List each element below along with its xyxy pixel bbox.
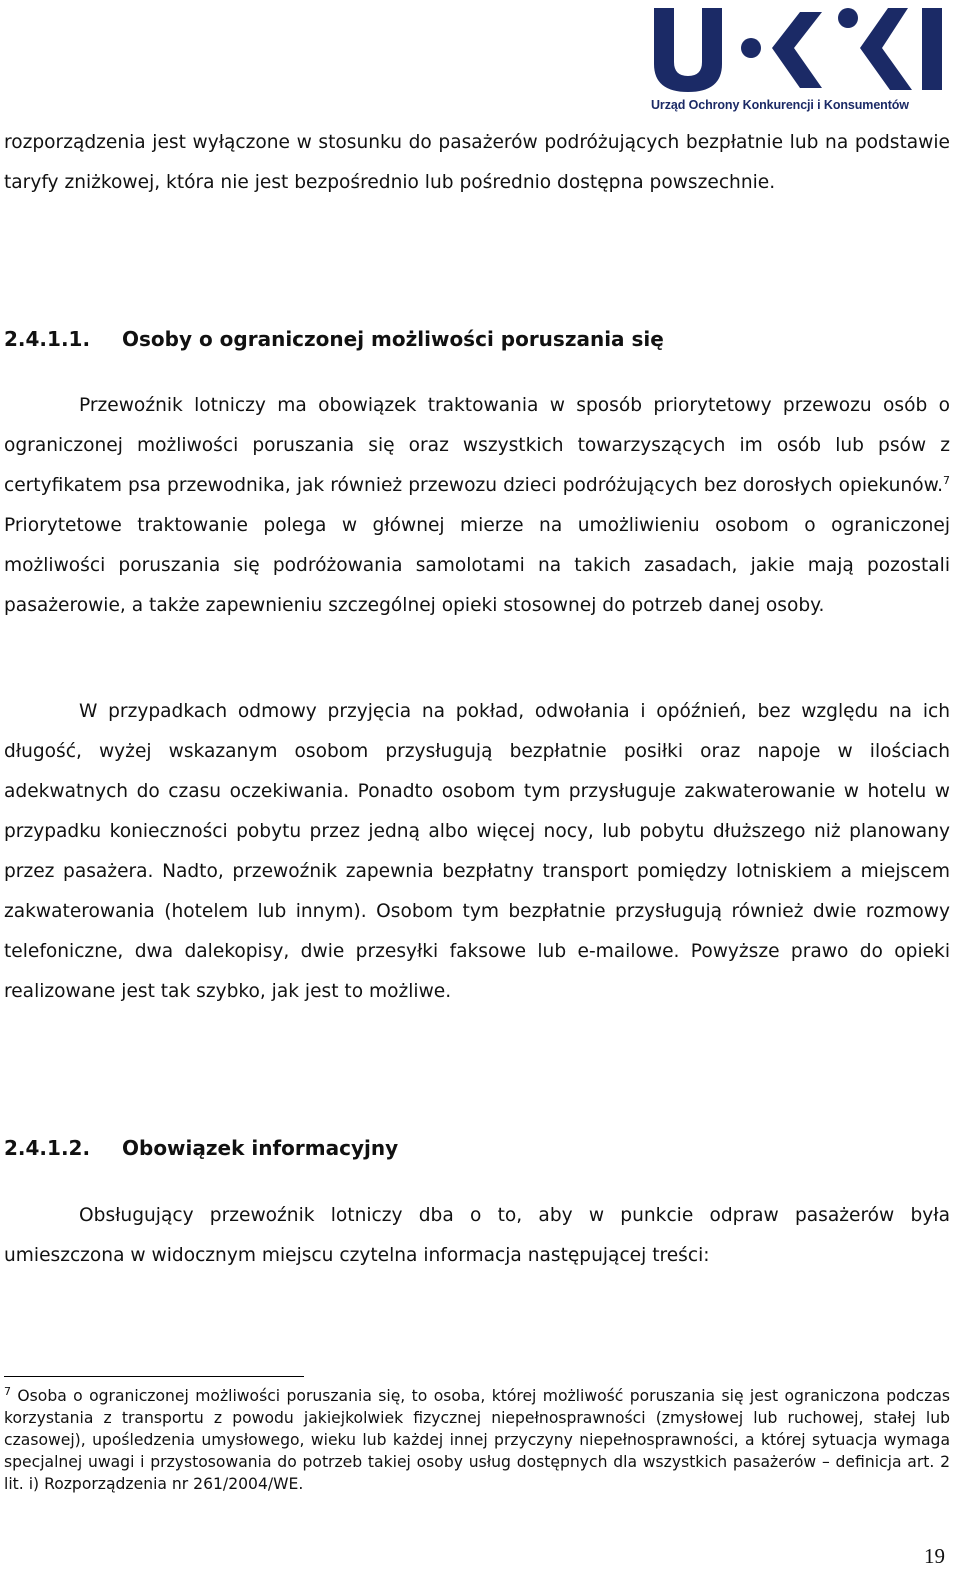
logo-dot-small <box>838 8 858 28</box>
footnote <box>4 1385 950 1495</box>
section-title: Osoby o ograniczonej możliwości poruszania się <box>122 327 664 351</box>
logo-chevron-left <box>772 12 822 88</box>
logo-caption: Urząd Ochrony Konkurencji i Konsumentów <box>651 98 909 112</box>
paragraph-text-continued: Priorytetowe traktowanie polega w głównej mierze na umożliwieniu osobom o ograniczonej możliwości poruszania się podróżowania samolotami na takich zasadach, jakie mają pozostali pasażerowie, a także zapewnieniu szczególnej opieki stosownej do potrzeb danej osoby. <box>4 515 950 616</box>
paragraph-priority-treatment <box>4 386 950 626</box>
footnote-separator <box>4 1376 304 1377</box>
section-number: 2.4.1.1. <box>4 327 91 351</box>
logo-letter-u <box>654 8 722 92</box>
section-heading-2-4-1-1 <box>4 319 950 359</box>
footnote-text: Osoba o ograniczonej możliwości poruszania się, to osoba, której możliwość poruszania się jest ograniczona podczas korzystania z transportu z powodu jakiejkolwiek fizycznej niepełnosprawności (zmysłowej lub ruchowej, stałej lub czasowej), upośledzenia umysłowego, wieku lub każdej innej przyczyny niepełnosprawności, a której sytuacja wymaga specjalnej uwagi i przystosowania do potrzeb takiej osoby usług dostępnych dla wszystkich pasażerów – definicja art. 2 lit. i) Rozporządzenia nr 261/2004/WE. <box>4 1387 950 1493</box>
logo-k-stem <box>922 8 942 90</box>
paragraph-text: Przewoźnik lotniczy ma obowiązek traktowania w sposób priorytetowy przewozu osób o ograniczonej możliwości poruszania się oraz wszystkich towarzyszących im osób lub psów z certyfikatem psa przewodnika, jak również przewozu dzieci podróżujących bez dorosłych opiekunów. <box>4 395 950 496</box>
section-heading-2-4-1-2 <box>4 1128 950 1168</box>
footnote-reference: 7 <box>943 473 950 487</box>
page-number: 19 <box>924 1544 945 1568</box>
section-number: 2.4.1.2. <box>4 1136 91 1160</box>
section-title: Obowiązek informacyjny <box>122 1136 399 1160</box>
logo-letter-k <box>860 8 912 90</box>
paragraph-continuation: rozporządzenia jest wyłączone w stosunku do pasażerów podróżujących bezpłatnie lub na podstawie taryfy zniżkowej, która nie jest bezpośrednio lub pośrednio dostępna powszechnie. <box>4 132 950 193</box>
footnote-number: 7 <box>4 1384 11 1398</box>
logo-dot <box>741 38 761 58</box>
paragraph-information-duty: Obsługujący przewoźnik lotniczy dba o to, aby w punkcie odpraw pasażerów była umieszczona w widocznym miejscu czytelna informacja następującej treści: <box>4 1205 950 1266</box>
paragraph-care-rights: W przypadkach odmowy przyjęcia na pokład, odwołania i opóźnień, bez względu na ich długość, wyżej wskazanym osobom przysługują bezpłatnie posiłki oraz napoje w ilościach adekwatnych do czasu oczekiwania. Ponadto osobom tym przysługuje zakwaterowanie w hotelu w przypadku konieczności pobytu przez jedną albo więcej nocy, lub pobytu dłuższego niż planowany przez pasażera. Nadto, przewoźnik zapewnia bezpłatny transport pomiędzy lotniskiem a miejscem zakwaterowania (hotelem lub innym). Osobom tym bezpłatnie przysługują również dwie rozmowy telefoniczne, dwa dalekopisy, dwie przesyłki faksowe lub e-mailowe. Powyższe prawo do opieki realizowane jest tak szybko, jak jest to możliwe. <box>4 701 950 1002</box>
